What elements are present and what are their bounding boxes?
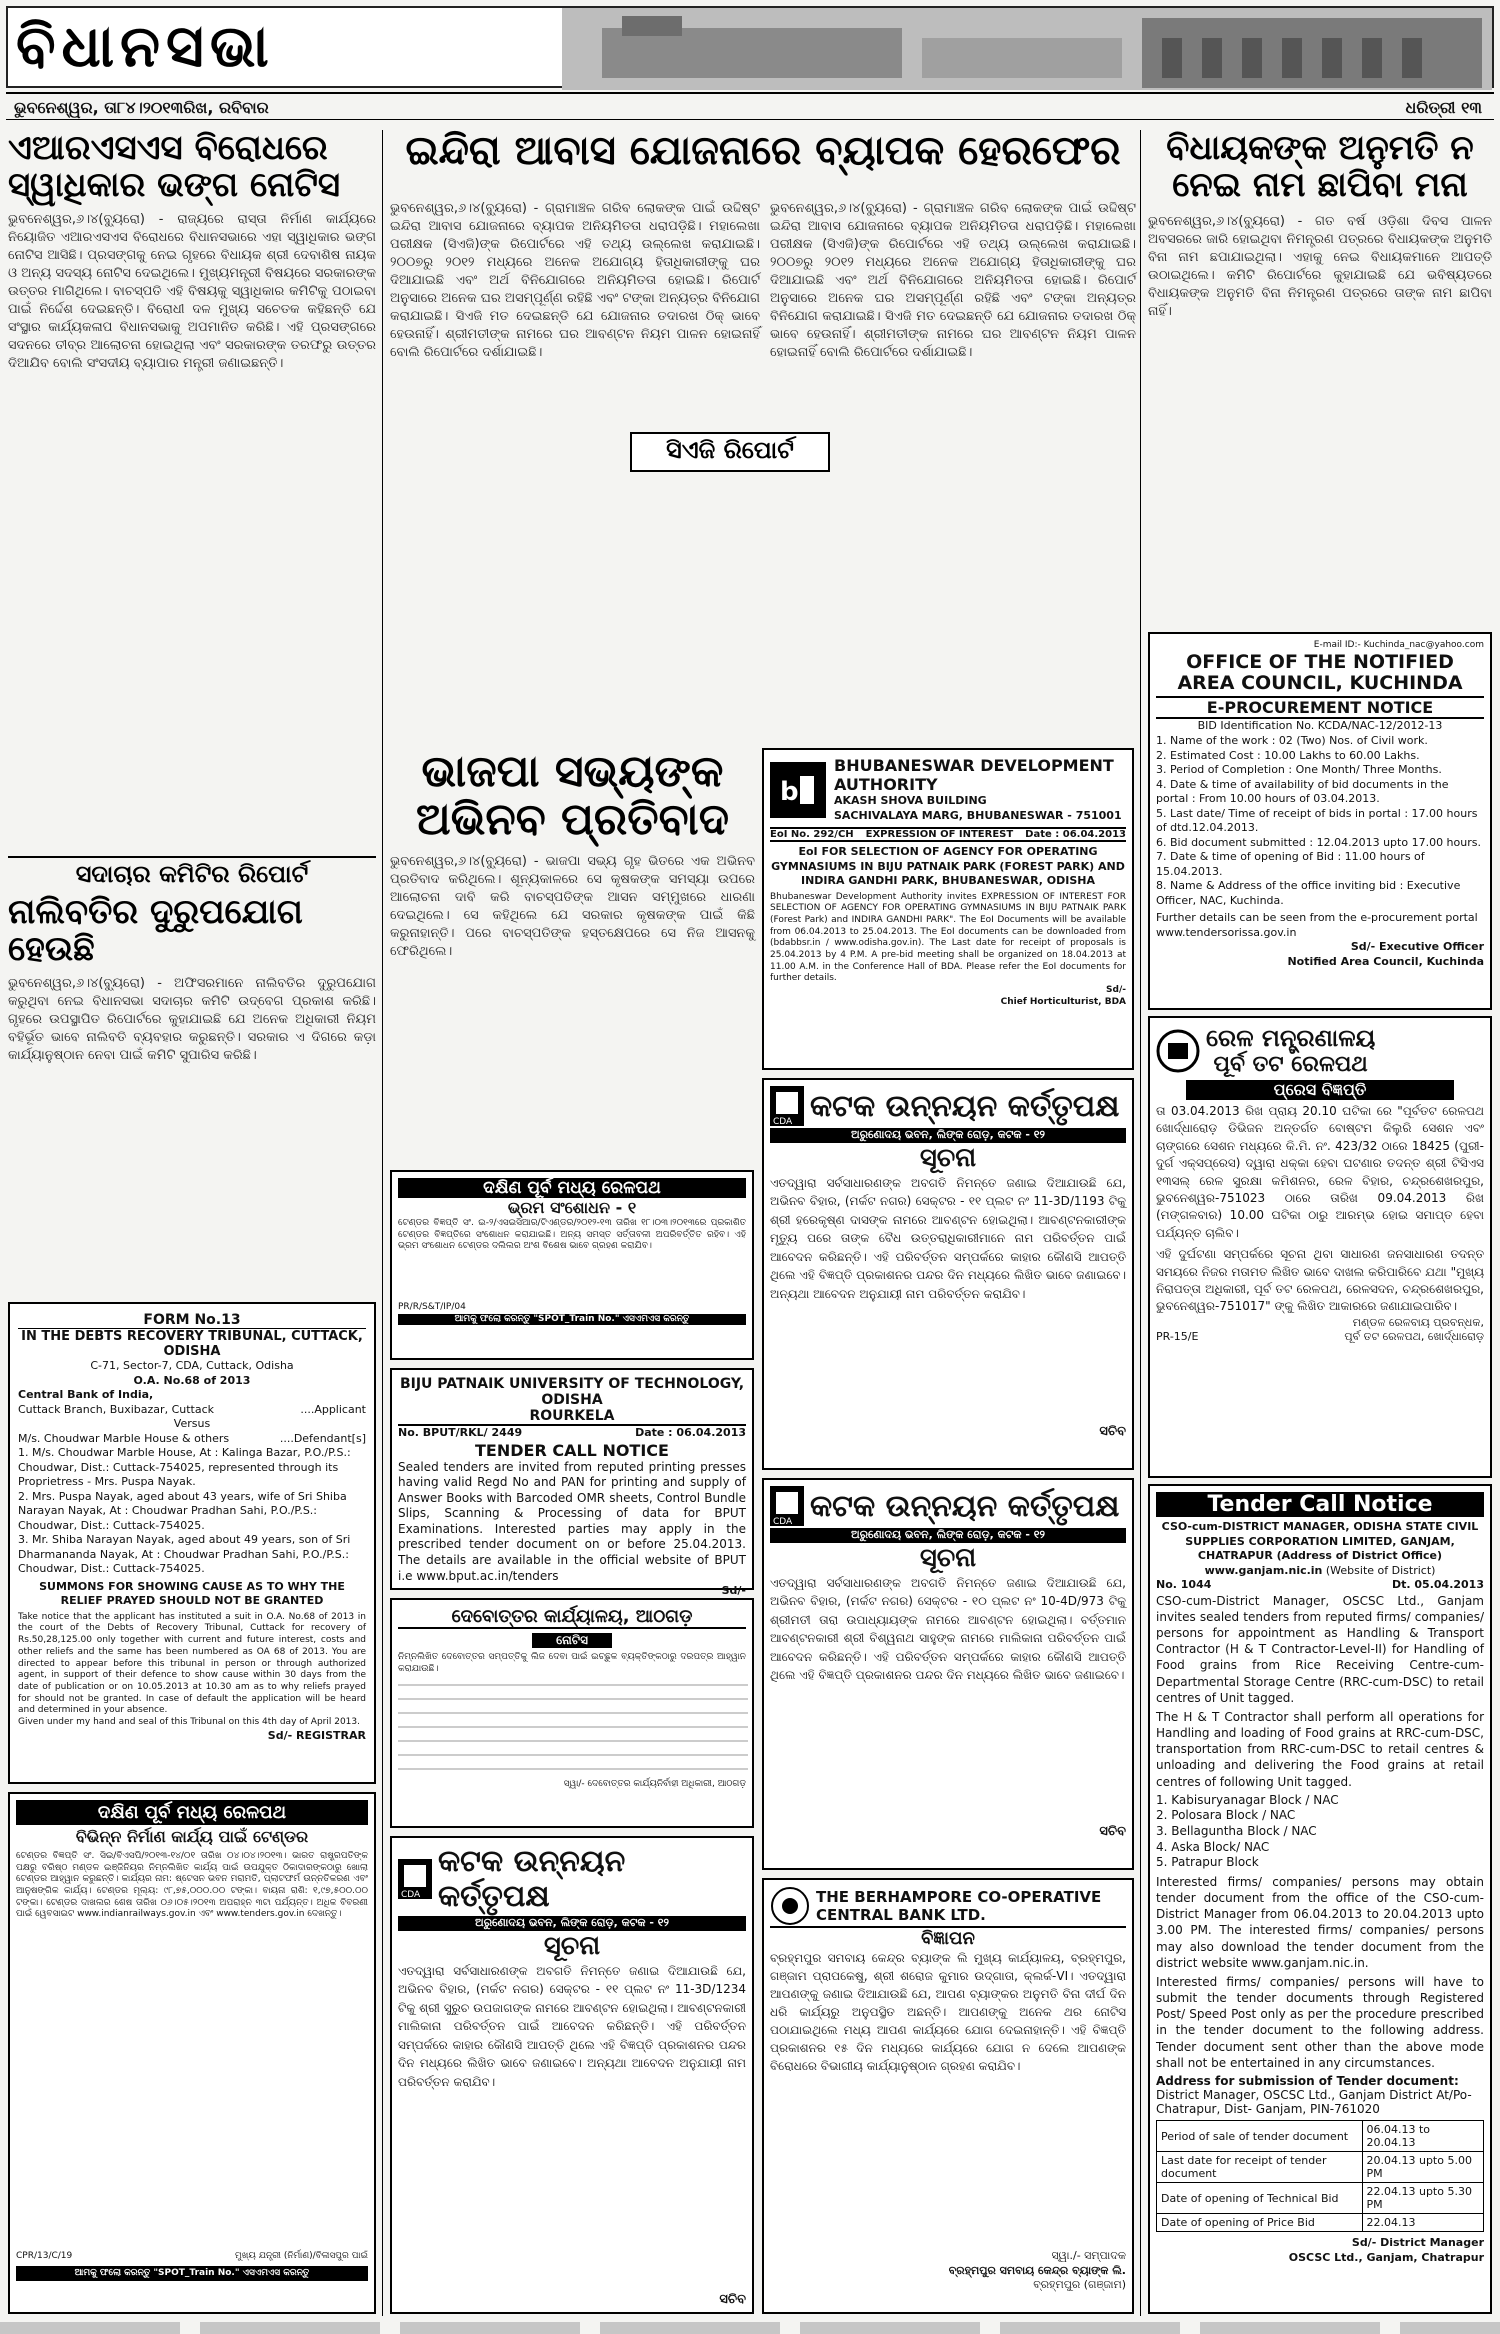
- secr-tender-subtitle: ବିଭିନ୍ନ ନିର୍ମାଣ କାର୍ଯ୍ୟ ପାଇଁ ଟେଣ୍ଡର: [75, 1827, 309, 1846]
- cda2-heading: ସୂଚନା: [919, 1542, 977, 1573]
- nac-sign2: Notified Area Council, Kuchinda: [1287, 954, 1484, 968]
- tc-unit-item: 1. Kabisuryanagar Block / NAC: [1156, 1792, 1339, 1807]
- tc-no: No. 1044: [1156, 1578, 1212, 1592]
- story-indira-body: ଭୁବନେଶ୍ୱର,୬।୪(ବ୍ୟୁରୋ) - ଗ୍ରାମାଞ୍ଚଳ ଗରିବ ଲୋକଙ୍କ ପାଇଁ ଉଦ୍ଦିଷ୍ଟ ଇନ୍ଦିରା ଆବାସ ଯୋଜନାରେ ବ୍ୟାପକ ଅନିୟମିତତା ଧରାପଡ଼ିଛି। ମହାଲେଖା ପରୀକ୍ଷକ (ସିଏଜି)ଙ୍କ ରିପୋର୍ଟରେ ଏହି ତଥ୍ୟ ଉଲ୍ଲେଖ କରାଯାଇଛି। ୨୦୦୭ରୁ ୨୦୧୨ ମଧ୍ୟରେ ଅନେକ ଅଯୋଗ୍ୟ ହିତାଧିକାରୀଙ୍କୁ ଘର ଦିଆଯାଇଛି ଏବଂ ଅର୍ଥ ବିନିଯୋଗରେ ଅନିୟମିତତା ହୋଇଛି। ରିପୋର୍ଟ ଅନୁସାରେ ଅନେକ ଘର ଅସମ୍ପୂର୍ଣ୍ଣ ରହିଛି ଏବଂ ଟଙ୍କା ଅନ୍ୟତ୍ର ବିନିଯୋଗ କରାଯାଇଛି। ସିଏଜି ମତ ଦେଇଛନ୍ତି ଯେ ଯୋଜନାର ତଦାରଖ ଠିକ୍ ଭାବେ ହେଉନାହିଁ। ଶ୍ରୀମତୀଙ୍କ ନାମରେ ଘର ଆବଣ୍ଟନ ନିୟମ ପାଳନ ହୋଇନାହିଁ ବୋଲି ରିପୋର୍ଟରେ ଦର୍ଶାଯାଇଛି।: [390, 201, 760, 360]
- table-cell: 06.04.13 to 20.04.13: [1362, 2121, 1484, 2152]
- story-privilege-body: ଭୁବନେଶ୍ୱର,୬।୪(ବ୍ୟୁରୋ) - ରାଜ୍ୟରେ ରାସ୍ତା ନିର୍ମାଣ କାର୍ଯ୍ୟରେ ନିୟୋଜିତ ଏଆରଏସଏସ ବିରୋଧରେ ବିଧାନସଭାରେ ଏହା ସ୍ୱାଧିକାର ଭଙ୍ଗ ନୋଟିସ ଆସିଛି। ପ୍ରସଙ୍ଗକୁ ନେଇ ଗୃହରେ ବିଧାୟକ ଶ୍ରୀ ଦେବାଶିଷ ନାୟକ ଓ ଅନ୍ୟ ସଦସ୍ୟ ନୋଟିସ ଦେଇଥିଲେ। ମୁଖ୍ୟମନ୍ତ୍ରୀ ବିଷୟରେ ସରକାରଙ୍କ ଉତ୍ତର ମାଗିଥିଲେ। ବାଚସ୍ପତି ଏହି ବିଷୟକୁ ସ୍ୱାଧିକାର କମିଟିକୁ ପଠାଇବା ପାଇଁ ନିର୍ଦ୍ଦେଶ ଦେଇଛନ୍ତି। ବିରୋଧୀ ଦଳ ମୁଖ୍ୟ ସଚେତକ କହିଛନ୍ତି ଯେ ସଂସ୍ଥାର କାର୍ଯ୍ୟକଳାପ ବିଧାନସଭାକୁ ଅପମାନିତ କରିଛି। ଏହି ପ୍ରସଙ୍ଗରେ ସଦନରେ ତୀବ୍ର ଆଲୋଚନା ହୋଇଥିଲା ଏବଂ ସରକାରଙ୍କ ତରଫରୁ ଉତ୍ତର ଦିଆଯିବ ବୋଲି ସଂସଦୀୟ ବ୍ୟାପାର ମନ୍ତ୍ରୀ ଜଣାଇଛନ୍ତି।: [8, 212, 376, 371]
- table-row: [1157, 2183, 1484, 2214]
- table-cell: 22.04.13: [1362, 2214, 1484, 2232]
- berhampur-sign1: ସ୍ୱା./- ସମ୍ପାଦକ: [1051, 2249, 1126, 2262]
- tc-p2: The H & T Contractor shall perform all operations for Handling and loading of Food grains at RRC-cum-DSC, transportation from RRC-cum-DSC to retail centres & unloading and delivering the Food grains at retail centres of following Unit tagged.: [1156, 1709, 1484, 1789]
- table-row: [1157, 2214, 1484, 2232]
- svg-text:b: b: [780, 776, 799, 807]
- rail-body2: ଏହି ଦୁର୍ଘଟଣା ସମ୍ପର୍କରେ ସୂଚନା ଥିବା ସାଧାରଣ ଜନସାଧାରଣ ତଦନ୍ତ ସମୟରେ ନିଜର ମତାମତ ଲିଖିତ ଭାବେ ଦାଖଲ କରିପାରିବେ ଯଥା "ମୁଖ୍ୟ ନିରାପତ୍ତା ଅଧିକାରୀ, ପୂର୍ବ ତଟ ରେଳପଥ, ରେଳସଦନ, ଚନ୍ଦ୍ରଶେଖରପୁର, ଭୁବନେଶ୍ୱର-751017" ଙ୍କୁ ଲିଖିତ ଆକାରରେ ଜଣାଯାଇପାରିବ।: [1156, 1247, 1484, 1314]
- drt-applicant: ....Applicant: [300, 1402, 366, 1416]
- nac-item: 7. Date & time of opening of Bid : 11.00 hours of 15.04.2013.: [1156, 850, 1425, 878]
- bda-title: BHUBANESWAR DEVELOPMENT AUTHORITY: [834, 756, 1114, 794]
- table-cell: 22.04.13 upto 5.30 PM: [1362, 2183, 1484, 2214]
- cda2-addr: ଅରୁଣୋଦୟ ଭବନ, ଲିଙ୍କ ରୋଡ଼, କଟକ - ୧୨: [770, 1528, 1126, 1543]
- bda-sign1: Sd/-: [1106, 985, 1126, 996]
- tc-unit-item: 4. Aska Block/ NAC: [1156, 1839, 1270, 1854]
- secr-tender-title: ଦକ୍ଷିଣ ପୂର୍ବ ମଧ୍ୟ ରେଳପଥ: [16, 1800, 368, 1825]
- railway-logo-icon: [1156, 1029, 1200, 1073]
- nac-subtitle: E-PROCUREMENT NOTICE: [1156, 696, 1484, 719]
- cda3-body: ଏତଦ୍ୱାରା ସର୍ବସାଧାରଣଙ୍କ ଅବଗତି ନିମନ୍ତେ ଜଣାଇ ଦିଆଯାଉଛି ଯେ, ଅଭିନବ ବିହାର, (ମର୍କଟ ନଗର) ସେକ୍ଟର - ୧୧ ପ୍ଲଟ ନଂ 11-3D/1234 ଟିକୁ ଶ୍ରୀ ସୁରୁଚ ଉପଜାଗଙ୍କ ନାମରେ ଆବଣ୍ଟନ ହୋଇଥିଲା। ଆବଣ୍ଟନକାରୀ ମାଲିକାନା ପରିବର୍ତ୍ତନ ପାଇଁ ଆବେଦନ କରିଛନ୍ତି। ଏହି ପରିବର୍ତ୍ତନ ସମ୍ପର୍କରେ କାହାର କୌଣସି ଆପତ୍ତି ଥିଲେ ଏହି ବିଜ୍ଞପ୍ତି ପ୍ରକାଶନର ପନ୍ଦର ଦିନ ମଧ୍ୟରେ ଲିଖିତ ଭାବେ ଜଣାଇବେ। ଅନ୍ୟଥା ଆବେଦନ ଅନୁଯାୟୀ ନାମ ପରିବର୍ତ୍ତନ କରାଯିବ।: [398, 1963, 746, 2090]
- secr-corr-footer: ଆମକୁ ଫଲୋ କରନ୍ତୁ "SPOT_Train No." ଏସଏମଏସ କରନ୍ତୁ: [398, 1314, 746, 1326]
- drt-body: Take notice that the applicant has instituted a suit in O.A. No.68 of 2013 in the court of the Debts of Recovery Tribunal, Cuttack for recovery of Rs.50,28,125.00 only together with current and future interest, costs and other reliefs and the same has been numbered as OA 68 of 2013. You are directed to appear before this tribunal in person or through authorized agent, in support of their defence to show cause within 30 days from the date of publication or on 10.05.2013 at 10.30 am as to why reliefs prayed for should not be granted. In case of default the application will be heard and determined in your absence.: [18, 1611, 366, 1716]
- story-redlight-kicker: ସଦାଚାର କମିଟିର ରିପୋର୍ଟ: [8, 856, 376, 888]
- cda-logo-icon: [770, 1486, 804, 1526]
- story-mla-headline: ବିଧାୟକଙ୍କ ଅନୁମତି ନ ନେଇ ନାମ ଛାପିବା ମନା: [1166, 128, 1474, 205]
- table-cell: Period of sale of tender document: [1157, 2121, 1363, 2152]
- cda-notice-1: [762, 1078, 1134, 1470]
- nac-item: 5. Last date/ Time of receipt of bids in portal : 17.00 hours of dtd.12.04.2013.: [1156, 806, 1478, 835]
- bput-city: ROURKELA: [398, 1408, 746, 1426]
- drt-title: IN THE DEBTS RECOVERY TRIBUNAL, CUTTACK, ODISHA: [21, 1329, 363, 1359]
- cda1-sign: ସଚିବ: [1099, 1423, 1126, 1439]
- devottar-heading: ନୋଟିସ: [532, 1633, 612, 1648]
- secr-tender-sign: ମୁଖ୍ୟ ଯନ୍ତ୍ରୀ (ନିର୍ମାଣ)/ବିଳାସପୁର ପାଇଁ: [234, 2251, 368, 2261]
- drt-branch: Cuttack Branch, Buxibazar, Cuttack: [18, 1402, 215, 1416]
- story-privilege: [8, 130, 376, 791]
- rail-subtitle: ପୂର୍ବ ତଟ ରେଳପଥ: [1213, 1052, 1368, 1077]
- secr-corr-code: PR/R/S&T/IP/04: [398, 1302, 466, 1312]
- story-mla-name: [1148, 130, 1492, 583]
- column-rule: [1140, 130, 1141, 2316]
- berhampur-heading: ବିଜ୍ଞାପନ: [921, 1928, 975, 1949]
- table-row: [1157, 2121, 1484, 2152]
- nac-further: Further details can be seen from the e-procurement portal www.tendersorissa.gov.in: [1156, 911, 1478, 939]
- tc-sign1: Sd/- District Manager: [1351, 2236, 1484, 2250]
- devottar-body: ନିମ୍ନଲିଖିତ ଦେବୋତ୍ତର ସମ୍ପତ୍ତିକୁ ଲିଜ ଦେବା ପାଇଁ ଇଚ୍ଛୁକ ବ୍ୟକ୍ତିଙ୍କଠାରୁ ଦରପତ୍ର ଆହ୍ୱାନ କରାଯାଉଛି।: [398, 1652, 746, 1674]
- berhampur-title: THE BERHAMPORE CO-OPERATIVE CENTRAL BANK LTD.: [816, 1888, 1102, 1924]
- bank-logo-icon: [770, 1886, 810, 1926]
- devottar-table: [398, 1675, 748, 1775]
- secr-tender-footer: ଆମକୁ ଫଲୋ କରନ୍ତୁ "SPOT_Train No." ଏସଏମଏସ କରନ୍ତୁ: [16, 2266, 368, 2282]
- tc-p4: Interested firms/ companies/ persons will have to submit the tender documents through Registered Post/ Speed Post only as per the procedure prescribed in the tender document to the following address. Tender document sent other than the above mode shall not be entertained in any circumstances.: [1156, 1974, 1484, 2070]
- bda-sign2: Chief Horticulturist, BDA: [1000, 996, 1126, 1007]
- bput-title: BIJU PATNAIK UNIVERSITY OF TECHNOLOGY, ODISHA: [399, 1376, 745, 1408]
- story-redlight-body: ଭୁବନେଶ୍ୱର,୬।୪(ବ୍ୟୁରୋ) - ଅଫିସରମାନେ ନାଲିବତିର ଦୁରୁପଯୋଗ କରୁଥିବା ନେଇ ବିଧାନସଭା ସଦାଚାର କମିଟି ଉଦ୍‌ବେଗ ପ୍ରକାଶ କରିଛି। ଗୃହରେ ଉପସ୍ଥାପିତ ରିପୋର୍ଟରେ କୁହାଯାଇଛି ଯେ ଅନେକ ଅଧିକାରୀ ନିୟମ ବହିର୍ଭୂତ ଭାବେ ନାଲିବତି ବ୍ୟବହାର କରୁଛନ୍ତି। ସରକାର ଏ ଦିଗରେ କଡ଼ା କାର୍ଯ୍ୟାନୁଷ୍ଠାନ ନେବା ପାଇଁ କମିଟି ସୁପାରିସ କରିଛି।: [8, 976, 376, 1064]
- cda-notice-3: [390, 1836, 754, 2314]
- tc-unit-item: 3. Bellaguntha Block / NAC: [1156, 1824, 1317, 1839]
- story-redlight: [8, 856, 376, 1295]
- bda-date: Date : 06.04.2013: [1025, 829, 1126, 841]
- table-cell: 20.04.13 upto 5.00 PM: [1362, 2152, 1484, 2183]
- bda-logo-icon: [770, 762, 826, 818]
- date-line: ଭୁବନେଶ୍ୱର, ତା୮୪।୨୦୧୩ରିଖ, ରବିବାର: [14, 98, 269, 117]
- cda-logo-icon: [398, 1859, 432, 1899]
- cda3-heading: ସୂଚନା: [543, 1930, 601, 1961]
- story-indira-headline: ଇନ୍ଦିରା ଆବାସ ଯୋଜନାରେ ବ୍ୟାପକ ହେରଫେର: [405, 128, 1121, 174]
- devottar-notice-ad: [390, 1598, 754, 1828]
- secr-corr-title: ଦକ୍ଷିଣ ପୂର୍ବ ମଧ୍ୟ ରେଳପଥ: [398, 1178, 746, 1198]
- bput-no: No. BPUT/RKL/ 2449: [398, 1426, 523, 1439]
- bda-addr2: SACHIVALAYA MARG, BHUBANESWAR - 751001: [834, 808, 1122, 822]
- drt-bank: Central Bank of India,: [18, 1388, 154, 1402]
- berhampur-sign3: ବ୍ରହ୍ମପୁର (ଗଞ୍ଜାମ): [1033, 2278, 1126, 2292]
- nac-item: 3. Period of Completion : One Month/ Three Months.: [1156, 763, 1442, 777]
- nac-email: E-mail ID:- Kuchinda_nac@yahoo.com: [1313, 640, 1484, 650]
- tc-addr-label: Address for submission of Tender document:: [1156, 2074, 1459, 2089]
- drt-addr: C-71, Sector-7, CDA, Cuttack, Odisha: [90, 1359, 294, 1372]
- rail-code: PR-15/E: [1156, 1330, 1199, 1344]
- bput-body: Sealed tenders are invited from reputed printing presses having valid Regd No and PAN for printing and supply of Answer Books with Barcoded OMR sheets, Control Bundle Slips, Scanning & Processing of data for BPUT Examinations. Interested parties may apply in the prescribed tender document on or before 25.04.2013. The details are available in the official website of BPUT i.e www.bput.ac.in/tenders: [398, 1459, 746, 1583]
- tc-units: [1156, 1793, 1484, 1871]
- masthead-title: ବିଧାନସଭା: [16, 12, 275, 80]
- nac-bid-id: BID Identification No. KCDA/NAC-12/2012-13: [1197, 719, 1443, 733]
- tender-call-ad: [1148, 1484, 1492, 2314]
- cda1-body: ଏତଦ୍ୱାରା ସର୍ବସାଧାରଣଙ୍କ ଅବଗତି ନିମନ୍ତେ ଜଣାଇ ଦିଆଯାଉଛି ଯେ, ଅଭିନବ ବିହାର, (ମର୍କଟ ନଗର) ସେକ୍ଟର - ୧୧ ପ୍ଲଟ ନଂ 11-3D/1193 ଟିକୁ ଶ୍ରୀ ହରେକୃଷ୍ଣ ଦାସଙ୍କ ନାମରେ ଆବଣ୍ଟନ ହୋଇଥିଲା। ଆବଣ୍ଟନକାରୀଙ୍କ ମୃତ୍ୟୁ ପରେ ତାଙ୍କ ବୈଧ ଉତ୍ତରାଧିକାରୀମାନେ ନାମ ପରିବର୍ତ୍ତନ ପାଇଁ ଆବେଦନ କରିଛନ୍ତି। ଏହି ପରିବର୍ତ୍ତନ ସମ୍ପର୍କରେ କାହାର କୌଣସି ଆପତ୍ତି ଥିଲେ ଏହି ବିଜ୍ଞପ୍ତି ପ୍ରକାଶନର ପନ୍ଦର ଦିନ ମଧ୍ୟରେ ଲିଖିତ ଭାବେ ଜଣାଇବେ। ଅନ୍ୟଥା ଆବେଦନ ଅନୁଯାୟୀ ନାମ ପରିବର୍ତ୍ତନ କରାଯିବ।: [770, 1175, 1126, 1302]
- cda1-addr: ଅରୁଣୋଦୟ ଭବନ, ଲିଙ୍କ ରୋଡ଼, କଟକ - ୧୨: [770, 1128, 1126, 1143]
- cda-logo-icon: [770, 1086, 804, 1126]
- secr-corr-subtitle: ଭ୍ରମ ସଂଶୋଧନ - ୧: [507, 1198, 637, 1217]
- secr-tender-ad: [8, 1792, 376, 2314]
- assembly-building-photo: [562, 8, 1492, 90]
- masthead: [6, 6, 1494, 88]
- cda1-heading: ସୂଚନା: [919, 1142, 977, 1173]
- drt-summons-ad: [8, 1302, 376, 1784]
- secr-tender-body: ଟେଣ୍ଡର ବିଜ୍ଞପ୍ତି ସଂ. ସିଇ/ବିଏସପି/୨୦୧୩-୧୪/୦୧ ତାରିଖ ୦୪।୦୪।୨୦୧୩। ଭାରତ ରାଷ୍ଟ୍ରପତିଙ୍କ ପକ୍ଷରୁ ବରିଷ୍ଠ ମଣ୍ଡଳ ଇଞ୍ଜିନିୟର ନିମ୍ନଲିଖିତ କାର୍ଯ୍ୟ ପାଇଁ ଉପଯୁକ୍ତ ଠିକାଦାରଙ୍କଠାରୁ ଖୋଲା ଟେଣ୍ଡର ଆହ୍ୱାନ କରୁଛନ୍ତି। କାର୍ଯ୍ୟର ନାମ: ଷ୍ଟେସନ ଭବନ ମରାମତି, ପ୍ଲାଟଫର୍ମ ଉନ୍ନତିକରଣ ଏବଂ ଆନୁଷଙ୍ଗିକ କାର୍ଯ୍ୟ। ଟେଣ୍ଡର ମୂଲ୍ୟ: ୯୮,୭୫,୦୦୦.୦୦ ଟଙ୍କା। ବାୟନା ରାଶି: ୧,୯୭,୫୦୦.୦୦ ଟଙ୍କା। ଟେଣ୍ଡର ଦାଖଲର ଶେଷ ତାରିଖ ୦୬।୦୫।୨୦୧୩ ଅପରାହ୍ନ ୩ଟା ପର୍ଯ୍ୟନ୍ତ। ଅଧିକ ବିବରଣୀ ପାଇଁ ୱେବସାଇଟ www.indianrailways.gov.in ଏବଂ www.tenders.gov.in ଦେଖନ୍ତୁ।: [16, 1851, 368, 1920]
- tc-p1: CSO-cum-District Manager, OSCSC Ltd., Ganjam invites sealed tenders from reputed firms/ companies/ persons for appointment as Handling & Transport Contractor (H & T Contractor-Level-II) for Handling of Food grains from Rice Receiving Centre-cum-Departmental Storage Centre (RRC-cum-DSC) to retail centres of Unit tagged.: [1156, 1593, 1484, 1705]
- rail-sign2: ପୂର୍ବ ତଟ ରେଳପଥ, ଖୋର୍ଦ୍ଧାରୋଡ଼: [1344, 1330, 1484, 1344]
- nac-item: 1. Name of the work : 02 (Two) Nos. of Civil work.: [1156, 733, 1428, 747]
- berhampur-bank-ad: [762, 1878, 1134, 2314]
- cda3-sign: ସଚିବ: [719, 2291, 746, 2307]
- drt-given: Given under my hand and seal of this Tribunal on this 4th day of April 2013.: [18, 1716, 360, 1727]
- story-privilege-headline: ଏଆରଏସଏସ ବିରୋଧରେ ସ୍ୱାଧିକାର ଭଙ୍ଗ ନୋଟିସ: [8, 128, 341, 205]
- secr-corr-body: ଟେଣ୍ଡର ବିଜ୍ଞପ୍ତି ସଂ. ଇ-୨/ଏସଇସିଆର/ଟିଏଣ୍ଡର/୨୦୧୨-୧୩ ତାରିଖ ୧୮।୦୩।୨୦୧୩ରେ ପ୍ରକାଶିତ ଟେଣ୍ଡର ବିଜ୍ଞପ୍ତିରେ ସଂଶୋଧନ କରାଯାଇଛି। ଅନ୍ୟ ସମସ୍ତ ସର୍ତ୍ତାବଳୀ ଅପରିବର୍ତ୍ତିତ ରହିବ। ଏହି ଭ୍ରମ ସଂଶୋଧନ ଟେଣ୍ଡର ଦଲିଲର ଅଂଶ ବିଶେଷ ଭାବେ ଗ୍ରହଣ କରାଯିବ।: [398, 1218, 746, 1252]
- story-redlight-headline: ନାଲିବତିର ଦୁରୁପଯୋଗ ହେଉଛି: [8, 891, 303, 969]
- tc-schedule-table: [1156, 2120, 1484, 2232]
- rail-press-ad: [1148, 1016, 1492, 1478]
- rail-sign1: ମଣ୍ଡଳ ରେଳବାୟ ପ୍ରବନ୍ଧକ,: [1352, 1315, 1484, 1329]
- svg-text:CDA: CDA: [401, 1890, 421, 1900]
- nac-item: 8. Name & Address of the office inviting bid : Executive Officer, NAC, Kuchinda.: [1156, 879, 1461, 907]
- nac-item: 4. Date & time of availability of bid documents in the portal : From 10.00 hours of 03.04.2013.: [1156, 777, 1449, 806]
- cda1-title: କଟକ ଉନ୍ନୟନ କର୍ତ୍ତୃପକ୍ଷ: [810, 1088, 1120, 1124]
- tc-sign2: OSCSC Ltd., Ganjam, Chatrapur: [1288, 2250, 1484, 2264]
- tc-unit-item: 2. Polosara Block / NAC: [1156, 1808, 1296, 1823]
- rail-body: ତା 03.04.2013 ରିଖ ପ୍ରାୟ 20.10 ଘଟିକା ରେ "ପୂର୍ବତଟ ରେଳପଥ ଖୋର୍ଦ୍ଧାରୋଡ଼ ଡିଭିଜନ ଅନ୍ତର୍ଗତ ବୋଷ୍ଟମ କିଲୁରି ସେଶନ ଏବଂ ଚାଙ୍ଗରେ ସେଶନ ମଧ୍ୟରେ କି.ମି. ନଂ. 423/32 ଠାରେ 18425 (ପୁରୀ-ଦୁର୍ଗ ଏକ୍ସପ୍ରେସ) ଦ୍ୱାରା ଧକ୍କା ହେବା ଘଟଣାର ତଦନ୍ତ ଶ୍ରୀ ଟିସିଏସ ୧୩ସଲ୍ ରେଳ ସୁରକ୍ଷା କମିଶନର, ରେଳ ବିହାର, ଚନ୍ଦ୍ରଶେଖରପୁର, ଭୁବନେଶ୍ୱର-751023 ଠାରେ ତାରିଖ 09.04.2013 ରିଖ (ମଙ୍ଗଳବାର) 10.00 ଘଟିକା ଠାରୁ ଆରମ୍ଭ ହୋଇ ସମାପ୍ତ ହେବା ପର୍ଯ୍ୟନ୍ତ ଚାଲିବ।: [1156, 1104, 1484, 1240]
- story-mla-body: ଭୁବନେଶ୍ୱର,୬।୪(ବ୍ୟୁରୋ) - ଗତ ବର୍ଷ ଓଡ଼ିଶା ଦିବସ ପାଳନ ଅବସରରେ ଜାରି ହୋଇଥିବା ନିମନ୍ତ୍ରଣ ପତ୍ରରେ ବିଧାୟକଙ୍କ ଅନୁମତି ବିନା ନାମ ଛପାଯାଇଥିଲା। ଏହାକୁ ନେଇ ବିଧାୟକମାନେ ଆପତ୍ତି ଉଠାଇଥିଲେ। କମିଟି ରିପୋର୍ଟରେ କୁହାଯାଇଛି ଯେ ଭବିଷ୍ୟତରେ ବିଧାୟକଙ୍କ ଅନୁମତି ବିନା ନିମନ୍ତ୍ରଣ ପତ୍ରରେ ତାଙ୍କ ନାମ ଛାପିବା ନାହିଁ।: [1148, 214, 1492, 320]
- story-indira-body-cont: ଭୁବନେଶ୍ୱର,୬।୪(ବ୍ୟୁରୋ) - ଗ୍ରାମାଞ୍ଚଳ ଗରିବ ଲୋକଙ୍କ ପାଇଁ ଉଦ୍ଦିଷ୍ଟ ଇନ୍ଦିରା ଆବାସ ଯୋଜନାରେ ବ୍ୟାପକ ଅନିୟମିତତା ଧରାପଡ଼ିଛି। ମହାଲେଖା ପରୀକ୍ଷକ (ସିଏଜି)ଙ୍କ ରିପୋର୍ଟରେ ଏହି ତଥ୍ୟ ଉଲ୍ଲେଖ କରାଯାଇଛି। ୨୦୦୭ରୁ ୨୦୧୨ ମଧ୍ୟରେ ଅନେକ ଅଯୋଗ୍ୟ ହିତାଧିକାରୀଙ୍କୁ ଘର ଦିଆଯାଇଛି ଏବଂ ଅର୍ଥ ବିନିଯୋଗରେ ଅନିୟମିତତା ହୋଇଛି। ରିପୋର୍ଟ ଅନୁସାରେ ଅନେକ ଘର ଅସମ୍ପୂର୍ଣ୍ଣ ରହିଛି ଏବଂ ଟଙ୍କା ଅନ୍ୟତ୍ର ବିନିଯୋଗ କରାଯାଇଛି। ସିଏଜି ମତ ଦେଇଛନ୍ତି ଯେ ଯୋଜନାର ତଦାରଖ ଠିକ୍ ଭାବେ ହେଉନାହିଁ। ଶ୍ରୀମତୀଙ୍କ ନାମରେ ଘର ଆବଣ୍ଟନ ନିୟମ ପାଳନ ହୋଇନାହିଁ ବୋଲି ରିପୋର୍ଟରେ ଦର୍ଶାଯାଇଛି।: [770, 201, 1136, 360]
- cda3-title: କଟକ ଉନ୍ନୟନ କର୍ତ୍ତୃପକ୍ଷ: [438, 1844, 626, 1914]
- tc-addr: District Manager, OSCSC Ltd., Ganjam District At/Po- Chatrapur, Dist- Ganjam, PIN-761020: [1156, 2088, 1472, 2117]
- date-bar: [6, 92, 1494, 120]
- cda3-addr: ଅରୁଣୋଦୟ ଭବନ, ଲିଙ୍କ ରୋଡ଼, କଟକ - ୧୨: [398, 1916, 746, 1931]
- bda-eoi-label: EXPRESSION OF INTEREST: [865, 829, 1014, 841]
- column-rule: [382, 130, 383, 2316]
- page-number: ଧରିତ୍ରୀ ୧୩: [1405, 98, 1482, 117]
- story-bjp-headline: ଭାଜପା ସଭ୍ୟଙ୍କ ଅଭିନବ ପ୍ରତିବାଦ: [416, 746, 729, 845]
- tc-org: CSO-cum-DISTRICT MANAGER, ODISHA STATE CIVIL SUPPLIES CORPORATION LIMITED, GANJAM, CHATRAPUR (Address of District Office): [1161, 1520, 1479, 1563]
- tc-unit-item: 5. Patrapur Block: [1156, 1855, 1259, 1870]
- bda-eoi-ad: [762, 748, 1134, 1070]
- berhampur-body: ବ୍ରହ୍ମପୁର ସମବାୟ କେନ୍ଦ୍ର ବ୍ୟାଙ୍କ ଲି ମୁଖ୍ୟ କାର୍ଯ୍ୟାଳୟ, ବ୍ରହ୍ମପୁର, ଗଞ୍ଜାମ ପ୍ରାପକେଷୁ, ଶ୍ରୀ ଶରୋଜ କୁମାର ଉଦ୍ଗାତା, କ୍ଲର୍କ-VI। ଏତଦ୍ୱାରା ଆପଣଙ୍କୁ ଜଣାଇ ଦିଆଯାଉଛି ଯେ, ଆପଣ ବ୍ୟାଙ୍କର ଅନୁମତି ବିନା ଦୀର୍ଘ ଦିନ ଧରି କାର୍ଯ୍ୟରୁ ଅନୁପସ୍ଥିତ ଅଛନ୍ତି। ଆପଣଙ୍କୁ ଅନେକ ଥର ନୋଟିସ ପଠାଯାଇଥିଲେ ମଧ୍ୟ ଆପଣ କାର୍ଯ୍ୟରେ ଯୋଗ ଦେଇନାହାନ୍ତି। ଏହି ବିଜ୍ଞପ୍ତି ପ୍ରକାଶନର ୧୫ ଦିନ ମଧ୍ୟରେ କାର୍ଯ୍ୟରେ ଯୋଗ ନ ଦେଲେ ଆପଣଙ୍କ ବିରୋଧରେ ବିଭାଗୀୟ କାର୍ଯ୍ୟାନୁଷ୍ଠାନ ଗ୍ରହଣ କରାଯିବ।: [770, 1951, 1126, 2073]
- tc-title: Tender Call Notice: [1156, 1492, 1484, 1517]
- bda-headline: EoI FOR SELECTION OF AGENCY FOR OPERATING GYMNASIUMS IN BIJU PATNAIK PARK (FOREST PARK) AND INDIRA GANDHI PARK, BHUBANESWAR, ODISHA: [771, 845, 1125, 888]
- tc-dt: Dt. 05.04.2013: [1392, 1578, 1484, 1592]
- svg-text:CDA: CDA: [773, 1517, 793, 1527]
- cda2-title: କଟକ ଉନ୍ନୟନ କର୍ତ୍ତୃପକ୍ଷ: [810, 1488, 1120, 1524]
- drt-summons: SUMMONS FOR SHOWING CAUSE AS TO WHY THE RELIEF PRAYED SHOULD NOT BE GRANTED: [39, 1579, 345, 1608]
- cda2-body: ଏତଦ୍ୱାରା ସର୍ବସାଧାରଣଙ୍କ ଅବଗତି ନିମନ୍ତେ ଜଣାଇ ଦିଆଯାଉଛି ଯେ, ଅଭିନବ ବିହାର, (ମର୍କଟ ନଗର) ସେକ୍ଟର - ୧୦ ପ୍ଲଟ ନଂ 10-4D/973 ଟିକୁ ଶ୍ରୀମତୀ ତାରା ଉପାଧ୍ୟାୟଙ୍କ ନାମରେ ଆବଣ୍ଟନ ହୋଇଥିଲା। ବର୍ତ୍ତମାନ ଆବଣ୍ଟନକାରୀ ଶ୍ରୀ ବିଶ୍ୱନାଥ ସାହୁଙ୍କ ନାମରେ ମାଲିକାନା ପରିବର୍ତ୍ତନ ପାଇଁ ଆବେଦନ କରିଛନ୍ତି। ଏହି ପରିବର୍ତ୍ତନ ସମ୍ପର୍କରେ କାହାର କୌଣସି ଆପତ୍ତି ଥିଲେ ଏହି ବିଜ୍ଞପ୍ତି ପ୍ରକାଶନର ପନ୍ଦର ଦିନ ମଧ୍ୟରେ ଲିଖିତ ଭାବେ ଜଣାଇବେ।: [770, 1575, 1126, 1683]
- tc-site-note: (Website of District): [1325, 1563, 1436, 1577]
- drt-versus: Versus: [173, 1417, 211, 1431]
- story-bjp-body: ଭୁବନେଶ୍ୱର,୬।୪(ବ୍ୟୁରୋ) - ଭାଜପା ସଭ୍ୟ ଗୃହ ଭିତରେ ଏକ ଅଭିନବ ପ୍ରତିବାଦ କରିଥିଲେ। ଶୂନ୍ୟକାଳରେ ସେ କୃଷକଙ୍କ ସମସ୍ୟା ଉପରେ ଆଲୋଚନା ଦାବି କରି ବାଚସ୍ପତିଙ୍କ ଆସନ ସମ୍ମୁଖରେ ଧାରଣା ଦେଇଥିଲେ। ସେ କହିଥିଲେ ଯେ ସରକାର କୃଷକଙ୍କ ପାଇଁ କିଛି କରୁନାହାନ୍ତି। ପରେ ବାଚସ୍ପତିଙ୍କ ହସ୍ତକ୍ଷେପରେ ସେ ନିଜ ଆସନକୁ ଫେରିଥିଲେ।: [390, 854, 755, 959]
- drt-d1: 1. M/s. Choudwar Marble House, At : Kalinga Bazar, P.O./P.S.: Choudwar, Dist.: Cuttack-754025, represented through its Proprietress - Mrs. Puspa Nayak.: [18, 1446, 351, 1489]
- bput-tender-ad: [390, 1368, 754, 1598]
- nac-item: 6. Bid document submitted : 12.04.2013 upto 17.00 hours.: [1156, 835, 1481, 849]
- svg-text:CDA: CDA: [773, 1117, 793, 1127]
- story-bjp: [390, 748, 755, 1173]
- nac-title: OFFICE OF THE NOTIFIED AREA COUNCIL, KUCHINDA: [1177, 650, 1463, 694]
- tc-p3: Interested firms/ companies/ persons may obtain tender document from the office of the CSO-cum-District Manager from 06.04.2013 to 20.04.2013 upto 3.00 PM. The interested firms/ companies/ persons may also download the tender document from the district website www.ganjam.nic.in.: [1156, 1874, 1484, 1970]
- page-bottom-strip: [0, 2322, 1500, 2334]
- cda2-sign: ସଚିବ: [1099, 1823, 1126, 1839]
- table-cell: Date of opening of Technical Bid: [1157, 2183, 1363, 2214]
- cda-notice-2: [762, 1478, 1134, 1870]
- berhampur-sign2: ବ୍ରହ୍ମପୁର ସମବାୟ କେନ୍ଦ୍ର ବ୍ୟାଙ୍କ ଲି.: [948, 2263, 1126, 2277]
- devottar-title: ଦେବୋତ୍ତର କାର୍ଯ୍ୟାଳୟ, ଆଠଗଡ଼: [398, 1606, 746, 1629]
- devottar-sign: ସ୍ୱା/- ଦେବୋତ୍ତର କାର୍ଯ୍ୟନିର୍ବାହୀ ଅଧିକାରୀ, ଆଠଗଡ଼: [563, 1779, 746, 1790]
- nac-sign1: Sd/- Executive Officer: [1350, 940, 1484, 954]
- table-row: [1157, 2152, 1484, 2183]
- drt-sign: Sd/- REGISTRAR: [267, 1728, 366, 1742]
- nac-items: [1156, 734, 1484, 908]
- bput-date: Date : 06.04.2013: [635, 1426, 746, 1439]
- secr-corrigendum-ad: [390, 1170, 754, 1360]
- tc-site: www.ganjam.nic.in: [1204, 1563, 1323, 1577]
- bda-eoi-no: EoI No. 292/CH: [770, 829, 854, 841]
- drt-d2: 2. Mrs. Puspa Nayak, aged about 43 years, wife of Sri Shiba Narayan Nayak, At : Choudwar Pradhan Sahi, P.O./P.S.: Choudwar, Dist.: Cuttack-754025.: [18, 1489, 347, 1532]
- story-indira-kicker: ସିଏଜି ରିପୋର୍ଟ: [666, 436, 794, 464]
- drt-form-no: FORM No.13: [18, 1312, 366, 1329]
- secr-tender-code: CPR/13/C/19: [16, 2251, 73, 2261]
- story-indira-awas: [390, 130, 1136, 173]
- bda-body: Bhubaneswar Development Authority invites EXPRESSION OF INTEREST FOR SELECTION OF AGENCY FOR OPERATING GYMNASIUMS IN BIJU PATNAIK PARK (Forest Park) and INDIRA GANDHI PARK". The EoI Documents will be available from 06.04.2013 to 25.04.2013. The EoI documents can be downloaded from (bdabbsr.in / www.odisha.gov.in). The Last date for receipt of proposals is 25.04.2013 by 4 P.M. A pre-bid meeting shall be organized on 18.04.2013 at 11.00 A.M. in the Conference Hall of BDA. Please refer the EoI documents for further details.: [770, 891, 1126, 984]
- drt-oa: O.A. No.68 of 2013: [133, 1373, 251, 1387]
- drt-d3: 3. Mr. Shiba Narayan Nayak, aged about 49 years, son of Sri Dharmananda Nayak, At : Choudwar Pradhan Sahi, P.O./P.S.: Choudwar, Dist.: Cuttack-754025.: [18, 1533, 351, 1576]
- drt-def-label: ....Defendant[s]: [279, 1431, 366, 1445]
- rail-kicker: ପ୍ରେସ ବିଜ୍ଞପ୍ତି: [1186, 1080, 1454, 1100]
- drt-defendant: M/s. Choudwar Marble House & others: [18, 1431, 230, 1445]
- bda-addr1: AKASH SHOVA BUILDING: [834, 794, 987, 807]
- rail-title: ରେଳ ମନ୍ତ୍ରଣାଳୟ: [1206, 1024, 1376, 1052]
- bput-heading: TENDER CALL NOTICE: [475, 1440, 669, 1460]
- table-cell: Date of opening of Price Bid: [1157, 2214, 1363, 2232]
- bput-sign1: Sd/-: [721, 1584, 746, 1598]
- nac-item: 2. Estimated Cost : 10.00 Lakhs to 60.00 Lakhs.: [1156, 748, 1420, 762]
- table-cell: Last date for receipt of tender document: [1157, 2152, 1363, 2183]
- nac-procurement-ad: [1148, 632, 1492, 1010]
